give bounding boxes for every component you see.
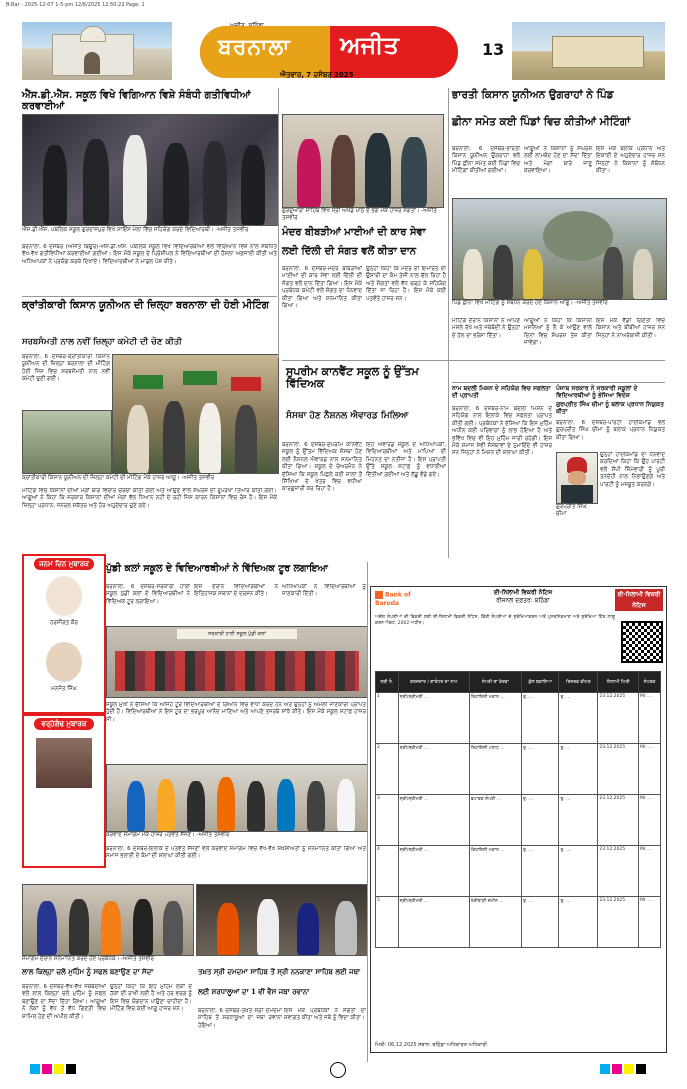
story8-headline: ਪੁੱਡੀ ਕਲਾਂ ਸਕੂਲ ਦੇ ਵਿਦਿਆਰਥੀਆਂ ਨੇ ਵਿੱਦਿਅਕ ਟੂਰ ਲਗਾਇਆ: [106, 563, 328, 574]
story4-body-col3: ਇਸ ਮੌਕੇ ਬਲਾਕ ਪ੍ਰਧਾਨ ਅਤੇ ਇਕਾਈ ਦੇ ਅਹੁਦੇਦਾਰ ਹਾਜ਼ਰ ਸਨ ਜਿਨ੍ਹਾਂ ਨੇ ਕਿਸਾਨਾਂ ਨੂੰ ਸੰਬੋਧਨ ਕੀਤਾ।: [596, 146, 665, 175]
table-cell: 5: [376, 897, 399, 948]
story1-headline: ਐੱਸ.ਡੀ.ਐੱਸ. ਸਕੂਲ ਵਿਖੇ ਵਿਗਿਆਨ ਵਿਸ਼ੇ ਸੰਬੰਧੀ ਗਤੀਵਿਧੀਆਂ ਕਰਵਾਈਆਂ: [22, 90, 251, 112]
table-row: [376, 795, 661, 846]
table-cell: ਰੁ. ...: [521, 693, 559, 744]
story3-subheadline: ਲਈ ਦਿੱਲੀ ਦੀ ਸੰਗਤ ਵਲੋਂ ਕੀਤਾ ਦਾਨ: [282, 246, 417, 257]
table-cell: 23.12.2025: [598, 846, 639, 897]
ad-title-line1: ਈ-ਨਿਲਾਮੀ ਵਿਕਰੀ ਨੋਟਿਸ: [493, 589, 553, 596]
story1-body: ਬਰਨਾਲਾ, 6 ਦਸੰਬਰ (ਅਜੀਤ ਬਿਊਰੋ)-ਐੱਸ.ਡੀ.ਐੱਸ. ਪਬਲਿਕ ਸਕੂਲ ਵਿਖੇ ਵਿਦਿਆਰਥੀਆਂ ਵਲੋਂ ਵਿਗਿਆਨ ਵਿਸ਼ੇ ਨਾਲ ਸੰਬੰਧਿਤ ਵੱਖ-ਵੱਖ ਗਤੀਵਿਧੀਆਂ ਕਰਵਾਈਆਂ ਗਈਆਂ। ਇਸ ਮੌਕੇ ਸਕੂਲ ਦੇ ਪ੍ਰਿੰਸੀਪਲ ਨੇ ਵਿਦਿਆਰਥੀਆਂ ਦੀ ਹੌਸਲਾ ਅਫ਼ਜਾਈ ਕੀਤੀ ਅਤੇ ਅਧਿਆਪਕਾਂ ਨੇ ਪ੍ਰਯੋਗ ਕਰਕੇ ਦਿਖਾਏ। ਵਿਦਿਆਰਥੀਆਂ ਨੇ ਮਾਡਲ ਪੇਸ਼ ਕੀਤੇ।: [22, 244, 277, 265]
masthead-photo-right: [512, 22, 665, 80]
bank-auction-ad: [370, 586, 667, 1053]
story8-body-2: ਸਕੂਲ ਮੁਖੀ ਨੇ ਦੱਸਿਆ ਕਿ ਅਜਿਹੇ ਟੂਰ ਵਿਦਿਆਰਥੀਆਂ ਦੇ ਗਿਆਨ ਵਿਚ ਵਾਧਾ ਕਰਦੇ ਹਨ ਅਤੇ ਉਨ੍ਹਾਂ ਨੂੰ ਅਮਲੀ ਜਾਣਕਾਰੀ ਪ੍ਰਾਪਤ ਹੁੰਦੀ ਹੈ। ਵਿਦਿਆਰਥੀਆਂ ਨੇ ਇਸ ਟੂਰ ਦਾ ਭਰਪੂਰ ਆਨੰਦ ਮਾਣਿਆ ਅਤੇ ਆਪਣੇ ਤਜਰਬੇ ਸਾਂਝੇ ਕੀਤੇ। ਇਸ ਮੌਕੇ ਸਕੂਲ ਸਟਾਫ਼ ਹਾਜ਼ਰ ਸੀ।: [106, 702, 366, 723]
story4-caption: ਪਿੰਡ ਛੀਨਾ ਵਿਖੇ ਮੀਟਿੰਗ ਨੂੰ ਸੰਬੋਧਨ ਕਰਦੇ ਹੋਏ ਕਿਸਾਨ ਆਗੂ। -ਅਜੀਤ ਤਸਵੀਰ: [452, 300, 608, 306]
table-cell: ਰੁ. ...: [521, 846, 559, 897]
table-cell: ਰੁ. ...: [559, 897, 598, 948]
byline-portrait: [556, 452, 598, 504]
story4-subheadline: ਛੀਨਾ ਸਮੇਤ ਕਈ ਪਿੰਡਾਂ ਵਿਚ ਕੀਤੀਆਂ ਮੀਟਿੰਗਾਂ: [452, 116, 631, 128]
col-header: ਕੁੱਲ ਬਕਾਇਆ: [521, 672, 559, 693]
table-cell: 23.12.2025: [598, 693, 639, 744]
table-cell: 23.12.2025: [598, 795, 639, 846]
table-cell: ਰੁ. ...: [559, 795, 598, 846]
story5-body-col2: ਇਹ ਐਵਾਰਡ ਸਕੂਲ ਦੇ ਅਧਿਆਪਕਾਂ, ਵਿਦਿਆਰਥੀਆਂ ਅਤੇ ਮਾਪਿਆਂ ਦੀ ਮਿਹਨਤ ਦਾ ਨਤੀਜਾ ਹੈ। ਇਸ ਪ੍ਰਾਪਤੀ ਉੱਤੇ ਸਕੂਲ ਸਟਾਫ਼ ਨੂੰ ਵਧਾਈਆਂ ਦਿੱਤੀਆਂ ਗਈਆਂ ਅਤੇ ਲੱਡੂ ਵੰਡੇ ਗਏ।: [366, 442, 446, 478]
story8-body-col2: ਇਸ ਦੌਰਾਨ ਵਿਦਿਆਰਥੀਆਂ ਨੇ ਇਤਿਹਾਸਕ ਸਥਾਨਾਂ ਦੇ ਦਰਸ਼ਨ ਕੀਤੇ।: [194, 584, 278, 598]
table-cell: 23.12.2025: [598, 897, 639, 948]
table-cell: ਰੁ. ...: [559, 693, 598, 744]
table-cell: ਸ੍ਰੀ/ਸ੍ਰੀਮਤੀ ...: [398, 897, 469, 948]
story9-body: ਬਰਨਾਲਾ, 6 ਦਸੰਬਰ-ਇਲਾਕੇ ਦੇ ਪਤਵੰਤੇ ਸੱਜਣਾਂ ਵਲੋਂ ਕਰਵਾਏ ਸਮਾਗਮ ਵਿਚ ਵੱਖ-ਵੱਖ ਸ਼ਖ਼ਸੀਅਤਾਂ ਨੂੰ ਸਨਮਾਨਿਤ ਕੀਤਾ ਗਿਆ ਅਤੇ ਸਮਾਜ ਭਲਾਈ ਦੇ ਕੰਮਾਂ ਦੀ ਸ਼ਲਾਘਾ ਕੀਤੀ ਗਈ।: [106, 846, 366, 860]
story9-photo: [106, 764, 368, 832]
qr-code-icon: [621, 621, 663, 663]
story2-caption: ਕ੍ਰਾਂਤੀਕਾਰੀ ਕਿਸਾਨ ਯੂਨੀਅਨ ਦੀ ਜ਼ਿਲ੍ਹਾ ਕਮੇਟੀ ਦੀ ਮੀਟਿੰਗ ਮੌਕੇ ਹਾਜ਼ਰ ਆਗੂ। -ਅਜੀਤ ਤਸਵੀਰ: [22, 475, 215, 481]
col-header: ਕਰਜ਼ਦਾਰ / ਗਾਰੰਟਰ ਦਾ ਨਾਮ: [398, 672, 469, 693]
table-cell: 1: [376, 693, 399, 744]
story8-body-col1: ਬਰਨਾਲਾ, 6 ਦਸੰਬਰ-ਸਰਕਾਰੀ ਹਾਈ ਸਕੂਲ ਪੁੱਡੀ ਕਲਾਂ ਦੇ ਵਿਦਿਆਰਥੀਆਂ ਨੇ ਵਿੱਦਿਅਕ ਟੂਰ ਲਗਾਇਆ।: [106, 584, 190, 605]
story2-headline: ਕ੍ਰਾਂਤੀਕਾਰੀ ਕਿਸਾਨ ਯੂਨੀਅਨ ਦੀ ਜ਼ਿਲ੍ਹਾ ਬਰਨਾਲਾ ਦੀ ਹੋਈ ਮੀਟਿੰਗ: [22, 300, 269, 311]
bank-logo: Bank of Baroda: [375, 591, 411, 607]
story7-body: ਬਰਨਾਲਾ, 6 ਦਸੰਬਰ-ਪਾਰਟੀ ਹਾਈਕਮਾਂਡ ਵਲੋਂ ਗੁਰਪ੍ਰੀਤ ਸਿੰਘ ਚੀਮਾ ਨੂੰ ਬਲਾਕ ਪ੍ਰਧਾਨ ਨਿਯੁਕਤ ਕੀਤਾ ਗਿਆ।: [556, 420, 665, 441]
story12-subheadline: ਲਈ ਸ਼ਰਧਾਲੂਆਂ ਦਾ 1 ਵੀਂ ਵੈਸ ਜਥਾ ਰਵਾਨਾ: [198, 987, 310, 996]
ad-footer: ਮਿਤੀ: 06.12.2025 ਸਥਾਨ: ਬਠਿੰਡਾ ਅਧਿਕਾਰਤ ਅਧਿਕਾਰੀ: [375, 1042, 488, 1048]
story4-body-col2: ਆਗੂਆਂ ਨੇ ਕਿਸਾਨਾਂ ਨੂੰ ਸੰਘਰਸ਼ ਲਈ ਲਾਮਬੰਦ ਹੋਣ ਦਾ ਸੱਦਾ ਦਿੱਤਾ ਅਤੇ ਮੰਗਾਂ ਬਾਰੇ ਜਾਣੂ ਕਰਵਾਇਆ।: [524, 146, 592, 175]
col-header: ਨਿਲਾਮੀ ਮਿਤੀ: [598, 672, 639, 693]
story4b-col1: ਮੀਟਿੰਗ ਦੌਰਾਨ ਕਿਸਾਨਾਂ ਨੇ ਆਪਣੇ ਮਸਲੇ ਰੱਖੇ ਅਤੇ ਜਥੇਬੰਦੀ ਨੇ ਉਨ੍ਹਾਂ ਦੇ ਹੱਲ ਦਾ ਭਰੋਸਾ ਦਿੱਤਾ।: [452, 318, 520, 339]
story8-body-col3: ਅਧਿਆਪਕਾਂ ਨੇ ਵਿਦਿਆਰਥੀਆਂ ਨੂੰ ਜਾਣਕਾਰੀ ਦਿੱਤੀ।: [282, 584, 366, 598]
story1-photo: [22, 114, 279, 226]
story5-headline: ਸੁਪਰੀਮ ਕਾਨਵੈਂਟ ਸਕੂਲ ਨੂੰ ਉੱਤਮ ਵਿੱਦਿਅਕ: [286, 365, 419, 391]
table-cell: ਸ੍ਰੀ/ਸ੍ਰੀਮਤੀ ...: [398, 744, 469, 795]
story5-subheadline: ਸੰਸਥਾ ਹੋਣ ਨੈਸ਼ਨਲ ਐਵਾਰਡ ਮਿਲਿਆ: [286, 411, 409, 421]
table-cell: ਸ੍ਰੀ/ਸ੍ਰੀਮਤੀ ...: [398, 846, 469, 897]
table-cell: ਖੇਤੀਬਾੜੀ ਜ਼ਮੀਨ ...: [469, 897, 521, 948]
story10-caption: ਸਮਾਗਮ ਦੌਰਾਨ ਸਨਮਾਨਿਤ ਕਰਦੇ ਹੋਏ ਪ੍ਰਬੰਧਕ। -ਅਜੀਤ ਤਸਵੀਰ: [22, 956, 154, 962]
story7-subheadline: ਗੁਰਪ੍ਰੀਤ ਸਿੰਘ ਚੀਮਾ ਨੂੰ ਬਲਾਕ ਪ੍ਰਧਾਨ ਨਿਯੁਕਤ ਕੀਤਾ: [556, 401, 664, 415]
table-cell: 2: [376, 744, 399, 795]
auction-table-header: [376, 672, 661, 693]
masthead: [22, 22, 665, 82]
table-row: [376, 693, 661, 744]
school-banner: ਸਰਕਾਰੀ ਹਾਈ ਸਕੂਲ ਪੁੱਡੀ ਕਲਾਂ: [177, 629, 297, 639]
page-number: 13: [482, 40, 505, 59]
birthday-title: ਜਨਮ ਦਿਨ ਮੁਬਾਰਕ: [34, 558, 94, 570]
story4-body-col1: ਬਰਨਾਲਾ, 6 ਦਸੰਬਰ-ਭਾਰਤੀ ਕਿਸਾਨ ਯੂਨੀਅਨ ਉਗਰਾਹਾਂ ਵਲੋਂ ਪਿੰਡ ਛੀਨਾ ਸਮੇਤ ਕਈ ਪਿੰਡਾਂ ਵਿਚ ਮੀਟਿੰਗਾਂ ਕੀਤੀਆਂ ਗਈਆਂ।: [452, 146, 520, 175]
ad-title-line2: ਰੀਜਨਲ ਦਫ਼ਤਰ: ਬਠਿੰਡਾ: [496, 597, 550, 604]
table-cell: ਰੁ. ...: [559, 846, 598, 897]
table-cell: ਰੁ. ...: [521, 897, 559, 948]
print-slug: B-Bar - 2025-12-07 1-5-pm 12/6/2025 12:50:22 Page: 1: [6, 2, 145, 8]
story6-body: ਬਰਨਾਲਾ, 6 ਦਸੰਬਰ-ਨਾਮ ਬਦਲੀ ਮਿਸ਼ਨ ਦੇ ਸਹਿਯੋਗ ਨਾਲ ਇਲਾਕੇ ਵਿਚ ਸਫਲਤਾ ਪ੍ਰਾਪਤ ਕੀਤੀ ਗਈ। ਪ੍ਰਬੰਧਕਾਂ ਨੇ ਦੱਸਿਆ ਕਿ ਇਸ ਮੁਹਿੰਮ ਅਧੀਨ ਕਈ ਪਰਿਵਾਰਾਂ ਨੂੰ ਲਾਭ ਹੋਇਆ ਹੈ ਅਤੇ ਭਵਿੱਖ ਵਿਚ ਵੀ ਇਹ ਮੁਹਿੰਮ ਜਾਰੀ ਰਹੇਗੀ। ਇਸ ਮੌਕੇ ਸਮਾਜ ਸੇਵੀ ਸੰਸਥਾਵਾਂ ਦੇ ਨੁਮਾਇੰਦੇ ਵੀ ਹਾਜ਼ਰ ਸਨ ਜਿਨ੍ਹਾਂ ਨੇ ਮਿਸ਼ਨ ਦੀ ਸ਼ਲਾਘਾ ਕੀਤੀ।: [452, 406, 552, 457]
ad-header: [371, 587, 666, 613]
table-cell: ਵਪਾਰਕ ਸੰਪਤੀ ...: [469, 795, 521, 846]
birthday-name-1: ਹਰਸੀਰਤ ਕੌਰ: [50, 620, 78, 626]
table-cell: Mr. ...: [639, 846, 661, 897]
story11-body-col1: ਬਰਨਾਲਾ, 6 ਦਸੰਬਰ-ਵੱਖ-ਵੱਖ ਜਥੇਬੰਦੀਆਂ ਵਲੋਂ ਲਾਲ ਕਿਲ੍ਹਾ ਚਲੋ ਮੁਹਿੰਮ ਨੂੰ ਸਫਲ ਬਣਾਉਣ ਦਾ ਸੱਦਾ ਦਿੱਤਾ ਗਿਆ। ਆਗੂਆਂ ਨੇ ਲੋਕਾਂ ਨੂੰ ਵੱਧ ਤੋਂ ਵੱਧ ਗਿਣਤੀ ਵਿਚ ਸ਼ਾਮਿਲ ਹੋਣ ਦੀ ਅਪੀਲ ਕੀਤੀ।: [22, 984, 106, 1020]
story12-body-col2: ਇਸ ਮੌਕੇ ਪ੍ਰਬੰਧਕਾਂ ਨੇ ਸੰਗਤਾਂ ਦਾ ਸਵਾਗਤ ਕੀਤਾ ਅਤੇ ਜਥੇ ਨੂੰ ਵਿਦਾ ਕੀਤਾ।: [284, 1008, 366, 1022]
table-row: [376, 846, 661, 897]
table-cell: ਰੁ. ...: [559, 744, 598, 795]
story2-photo-small: [22, 410, 112, 474]
birthday-photo-1: [46, 576, 82, 616]
story10-photo-left: [22, 884, 194, 956]
story11-headline: ਲਾਲ ਕਿਲ੍ਹਾ ਚਲੋ ਮੁਹਿੰਮ ਨੂੰ ਸਫਲ ਬਣਾਉਣ ਦਾ ਸੱਦਾ: [22, 967, 154, 976]
story7-body-2: ਉਨ੍ਹਾਂ ਹਾਈਕਮਾਂਡ ਦਾ ਧੰਨਵਾਦ ਕਰਦਿਆਂ ਕਿਹਾ ਕਿ ਉਹ ਪਾਰਟੀ ਵਲੋਂ ਸੌਂਪੀ ਜ਼ਿੰਮੇਵਾਰੀ ਨੂੰ ਪੂਰੀ ਤਨਦੇਹੀ ਨਾਲ ਨਿਭਾਉਣਗੇ ਅਤੇ ਪਾਰਟੀ ਨੂੰ ਮਜ਼ਬੂਤ ਕਰਨਗੇ।: [600, 452, 665, 488]
issue-date: ਐਤਵਾਰ, 7 ਦਸੰਬਰ 2025: [280, 71, 354, 79]
table-cell: ਸ੍ਰੀ/ਸ੍ਰੀਮਤੀ ...: [398, 693, 469, 744]
story7-headline: ਪੰਜਾਬ ਸਰਕਾਰ ਨੇ ਸਰਕਾਰੀ ਸਕੂਲਾਂ ਦੇ ਵਿਦਿਆਰਥੀਆਂ ਨੂੰ ਭੇਜਿਆ ਵਿਦੇਸ਼: [556, 385, 638, 399]
col-header: ਰਿਜ਼ਰਵ ਕੀਮਤ: [559, 672, 598, 693]
story8-photo: [106, 626, 368, 698]
story6-headline: ਨਾਮ ਬਦਲੀ ਮਿਸ਼ਨ ਦੇ ਸਹਿਯੋਗ ਵਿਚ ਸਫਲਤਾ ਦੀ ਪ੍ਰਾਪਤੀ: [452, 385, 551, 399]
table-cell: ਰਿਹਾਇਸ਼ੀ ਪਲਾਟ ...: [469, 744, 521, 795]
table-cell: ਸ੍ਰੀ/ਸ੍ਰੀਮਤੀ ...: [398, 795, 469, 846]
anniversary-box: [22, 714, 106, 868]
col-header: ਲੜੀ ਨੰ.: [376, 672, 399, 693]
table-row: [376, 897, 661, 948]
story3-body-col2: ਉਨ੍ਹਾਂ ਕਿਹਾ ਕਿ ਮੰਦਰ ਦੀ ਇਮਾਰਤ ਦੀ ਉਸਾਰੀ ਦਾ ਕੰਮ ਤੇਜ਼ੀ ਨਾਲ ਚੱਲ ਰਿਹਾ ਹੈ ਅਤੇ ਸੰਗਤਾਂ ਵਲੋਂ ਵੱਧ ਚੜ੍ਹ ਕੇ ਸਹਿਯੋਗ ਦਿੱਤਾ ਜਾ ਰਿਹਾ ਹੈ। ਇਸ ਮੌਕੇ ਕਈ ਪਤਵੰਤੇ ਹਾਜ਼ਰ ਸਨ।: [366, 266, 446, 302]
story4b-col3: ਇਸ ਮੌਕੇ ਵੱਡੀ ਗਿਣਤੀ ਵਿਚ ਕਿਸਾਨ ਅਤੇ ਬੀਬੀਆਂ ਹਾਜ਼ਰ ਸਨ ਜਿਨ੍ਹਾਂ ਨੇ ਨਾਅਰੇਬਾਜ਼ੀ ਕੀਤੀ।: [596, 318, 665, 339]
birthday-name-2: ਮਨਜੋਤ ਸਿੰਘ: [51, 686, 77, 692]
auction-table: [375, 671, 661, 948]
birthday-box: [22, 554, 106, 714]
story12-body-col1: ਬਰਨਾਲਾ, 6 ਦਸੰਬਰ-ਤਖ਼ਤ ਸ੍ਰੀ ਦਮਦਮਾ ਸਾਹਿਬ ਤੋਂ ਸ਼ਰਧਾਲੂਆਂ ਦਾ ਜਥਾ ਰਵਾਨਾ ਹੋਇਆ।: [198, 1008, 282, 1029]
byline-name: ਗੁਰਪ੍ਰੀਤ ਸਿੰਘ ਚੀਮਾ: [556, 504, 587, 517]
story2-body-2: ਮੀਟਿੰਗ ਵਿਚ ਕਿਸਾਨਾਂ ਦੀਆਂ ਮੰਗਾਂ ਬਾਰੇ ਵਿਚਾਰ ਚਰਚਾ ਕੀਤੀ ਗਈ ਅਤੇ ਆਉਣ ਵਾਲੇ ਸੰਘਰਸ਼ ਦੀ ਰੂਪਰੇਖਾ ਤਿਆਰ ਕੀਤੀ ਗਈ। ਆਗੂਆਂ ਨੇ ਕਿਹਾ ਕਿ ਸਰਕਾਰ ਕਿਸਾਨਾਂ ਦੀਆਂ ਮੰਗਾਂ ਵੱਲ ਧਿਆਨ ਨਹੀਂ ਦੇ ਰਹੀ ਜਿਸ ਕਾਰਨ ਕਿਸਾਨਾਂ ਵਿਚ ਰੋਸ ਹੈ। ਇਸ ਮੌਕੇ ਜ਼ਿਲ੍ਹਾ ਪ੍ਰਧਾਨ, ਜਨਰਲ ਸਕੱਤਰ ਅਤੇ ਹੋਰ ਅਹੁਦੇਦਾਰ ਚੁਣੇ ਗਏ।: [22, 488, 277, 509]
story2-photo: [112, 354, 279, 474]
ad-notice: ਅਚੱਲ ਸੰਪਤੀਆਂ ਦੀ ਵਿਕਰੀ ਲਈ ਈ-ਨਿਲਾਮੀ ਵਿਕਰੀ ਨੋਟਿਸ, ਵਿੱਤੀ ਸੰਪਤੀਆਂ ਦੇ ਸੁਰੱਖਿਆਕਰਨ ਅਤੇ ਪੁਨਰਨਿਰਮਾਣ ਅਤੇ ਸੁਰੱਖਿਆ ਹਿੱਤ ਲਾਗੂ ਕਰਨ ਐਕਟ, 2002 ਅਧੀਨ।: [375, 615, 615, 626]
table-cell: ਰੁ. ...: [521, 744, 559, 795]
col-header: ਸੰਪਰਕ: [639, 672, 661, 693]
anniversary-photo: [36, 738, 92, 788]
col-header: ਸੰਪਤੀ ਦਾ ਵੇਰਵਾ: [469, 672, 521, 693]
table-cell: ਰੁ. ...: [521, 795, 559, 846]
print-color-bar: [0, 1050, 687, 1089]
table-cell: Mr. ...: [639, 693, 661, 744]
story3-headline: ਮੰਦਰ ਬੀਬੜੀਆਂ ਮਾਈਆਂ ਦੀ ਕਾਰ ਸੇਵਾ: [282, 227, 426, 238]
story2-subheadline: ਸਰਬਸੰਮਤੀ ਨਾਲ ਨਵੀਂ ਜ਼ਿਲ੍ਹਾ ਕਮੇਟੀ ਦੀ ਚੋਣ ਕੀਤੀ: [22, 337, 182, 347]
story11-body-col2: ਉਨ੍ਹਾਂ ਕਿਹਾ ਕਿ ਇਹ ਮੁਹਿੰਮ ਲੋਕਾਂ ਦੇ ਹੱਕਾਂ ਦੀ ਰਾਖੀ ਲਈ ਹੈ ਅਤੇ ਹਰ ਵਰਗ ਨੂੰ ਇਸ ਵਿਚ ਯੋਗਦਾਨ ਪਾਉਣਾ ਚਾਹੀਦਾ ਹੈ। ਮੀਟਿੰਗ ਵਿਚ ਕਈ ਆਗੂ ਹਾਜ਼ਰ ਸਨ।: [110, 984, 192, 1013]
story5-body-col1: ਬਰਨਾਲਾ, 6 ਦਸੰਬਰ-ਸੁਪਰੀਮ ਕਾਨਵੈਂਟ ਸਕੂਲ ਨੂੰ ਉੱਤਮ ਵਿੱਦਿਅਕ ਸੰਸਥਾ ਹੋਣ ਲਈ ਨੈਸ਼ਨਲ ਐਵਾਰਡ ਨਾਲ ਸਨਮਾਨਿਤ ਕੀਤਾ ਗਿਆ। ਸਕੂਲ ਦੇ ਚੇਅਰਮੈਨ ਨੇ ਦੱਸਿਆ ਕਿ ਸਕੂਲ ਪਿਛਲੇ ਕਈ ਸਾਲਾਂ ਤੋਂ ਸਿੱਖਿਆ ਦੇ ਖੇਤਰ ਵਿਚ ਵਧੀਆ ਕਾਰਗੁਜ਼ਾਰੀ ਕਰ ਰਿਹਾ ਹੈ।: [282, 442, 362, 493]
story4-headline: ਭਾਰਤੀ ਕਿਸਾਨ ਯੂਨੀਅਨ ਉਗਰਾਹਾਂ ਨੇ ਪਿੰਡ: [452, 89, 614, 101]
story2-body: ਬਰਨਾਲਾ, 6 ਦਸੰਬਰ-ਕ੍ਰਾਂਤੀਕਾਰੀ ਕਿਸਾਨ ਯੂਨੀਅਨ ਦੀ ਜ਼ਿਲ੍ਹਾ ਬਰਨਾਲਾ ਦੀ ਮੀਟਿੰਗ ਹੋਈ ਜਿਸ ਵਿਚ ਸਰਬਸੰਮਤੀ ਨਾਲ ਨਵੀਂ ਕਮੇਟੀ ਚੁਣੀ ਗਈ।: [22, 354, 110, 383]
story3-body-col1: ਬਰਨਾਲਾ, 6 ਦਸੰਬਰ-ਮੰਦਰ ਬੀਬੜੀਆਂ ਮਾਈਆਂ ਦੀ ਕਾਰ ਸੇਵਾ ਲਈ ਦਿੱਲੀ ਦੀ ਸੰਗਤ ਵਲੋਂ ਦਾਨ ਦਿੱਤਾ ਗਿਆ। ਇਸ ਮੌਕੇ ਪ੍ਰਬੰਧਕ ਕਮੇਟੀ ਵਲੋਂ ਸੰਗਤ ਦਾ ਧੰਨਵਾਦ ਕੀਤਾ ਗਿਆ ਅਤੇ ਸਨਮਾਨਿਤ ਕੀਤਾ ਗਿਆ।: [282, 266, 362, 310]
edition-name: ਬਰਨਾਲਾ: [218, 34, 291, 60]
newspaper-page: [22, 22, 665, 1067]
table-cell: Mr. ...: [639, 744, 661, 795]
table-cell: ਰਿਹਾਇਸ਼ੀ ਮਕਾਨ ...: [469, 846, 521, 897]
ad-title: [433, 589, 613, 611]
ad-tag: ਈ-ਨਿਲਾਮੀ ਵਿਕਰੀ ਨੋਟਿਸ: [615, 589, 663, 611]
birthday-photo-2: [46, 642, 82, 682]
table-cell: 23.12.2025: [598, 744, 639, 795]
story3-caption: ਗੁਰਦੁਆਰਾ ਸਾਹਿਬ ਵਿਖੇ ਸ੍ਰੀ ਅਖੰਡ ਪਾਠ ਦੇ ਭੋਗ ਮੌਕੇ ਹਾਜ਼ਰ ਸੰਗਤਾਂ। -ਅਜੀਤ ਤਸਵੀਰ: [282, 208, 437, 221]
story3-photo: [282, 114, 444, 208]
table-cell: ਰਿਹਾਇਸ਼ੀ ਮਕਾਨ ...: [469, 693, 521, 744]
anniversary-title: ਵਰ੍ਹੇਗੰਢ ਮੁਬਾਰਕ: [34, 718, 94, 730]
table-cell: Mr. ...: [639, 897, 661, 948]
story4b-col2: ਆਗੂਆਂ ਨੇ ਕਿਹਾ ਕਿ ਕਿਸਾਨੀ ਮਸਲਿਆਂ ਨੂੰ ਲੈ ਕੇ ਆਉਣ ਵਾਲੇ ਦਿਨਾਂ ਵਿਚ ਸੰਘਰਸ਼ ਤੇਜ਼ ਕੀਤਾ ਜਾਵੇਗਾ।: [524, 318, 592, 347]
story1-caption: ਐੱਸ.ਡੀ.ਐੱਸ. ਪਬਲਿਕ ਸਕੂਲ ਗੁਰਦਾਸਪੁਰ ਵਿਖੇ ਸਾਇੰਸ ਮੇਲਾ ਵਿੱਚ ਸਹਿਯੋਗ ਕਰਦੇ ਵਿਦਿਆਰਥੀ। -ਅਜੀਤ ਤਸਵੀਰ: [22, 227, 249, 233]
masthead-photo-left: [22, 22, 172, 80]
story10-photo-right: [196, 884, 368, 956]
story9-caption: ਕਰਵਾਏ ਸਮਾਗਮ ਮੌਕੇ ਹਾਜ਼ਰ ਪਤਵੰਤੇ ਸੱਜਣ। -ਅਜੀਤ ਤਸਵੀਰ: [106, 832, 230, 838]
table-cell: Mr. ...: [639, 795, 661, 846]
story12-headline: ਤਖ਼ਤ ਸ੍ਰੀ ਦਮਦਮਾ ਸਾਹਿਬ ਤੋਂ ਸ੍ਰੀ ਨਨਕਾਣਾ ਸਾਹਿਬ ਲਈ ਜਥਾ: [198, 967, 361, 976]
table-cell: 3: [376, 795, 399, 846]
table-row: [376, 744, 661, 795]
story4-photo: [452, 198, 667, 300]
table-cell: 4: [376, 846, 399, 897]
brand-name: ਅਜੀਤ: [340, 30, 399, 59]
